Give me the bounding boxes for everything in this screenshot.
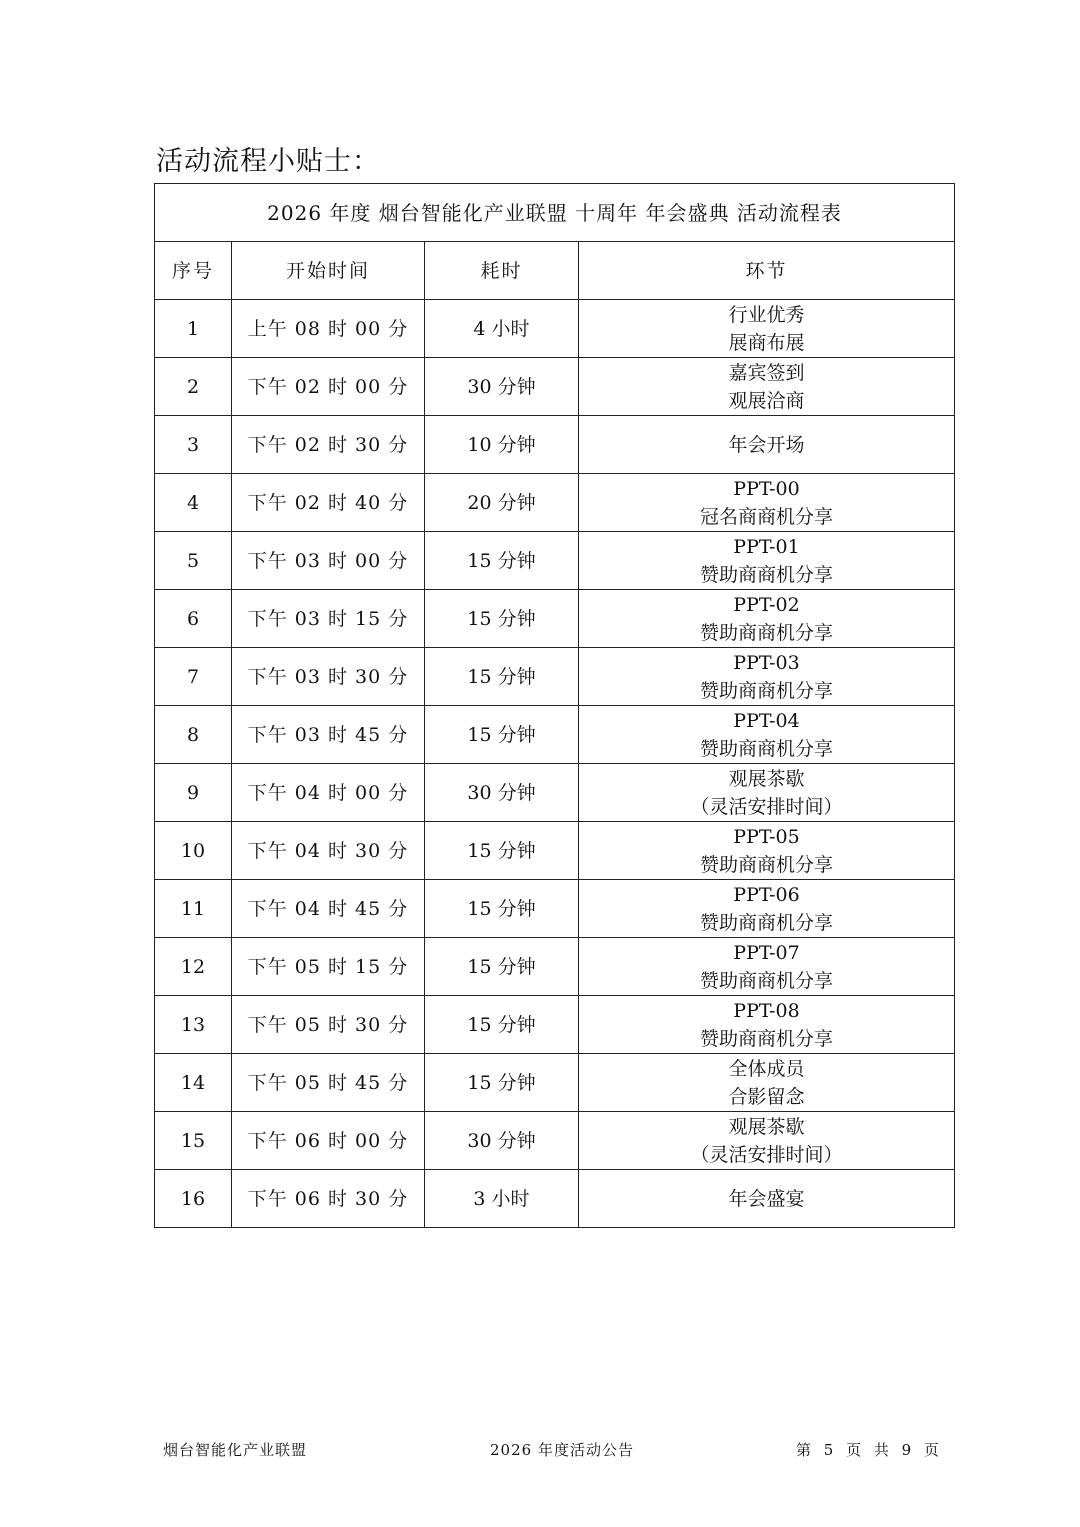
duration-cell: 20 分钟 bbox=[425, 474, 579, 532]
row-number-cell: 3 bbox=[155, 416, 232, 474]
start-time-cell: 下午 03 时 30 分 bbox=[232, 648, 425, 706]
row-number-cell: 8 bbox=[155, 706, 232, 764]
duration-cell: 15 分钟 bbox=[425, 706, 579, 764]
table-row bbox=[155, 880, 955, 938]
duration-cell: 30 分钟 bbox=[425, 1112, 579, 1170]
row-number-cell: 11 bbox=[155, 880, 232, 938]
table-row bbox=[155, 300, 955, 358]
segment-cell bbox=[579, 648, 955, 706]
row-number-cell: 7 bbox=[155, 648, 232, 706]
duration-cell: 15 分钟 bbox=[425, 938, 579, 996]
table-row bbox=[155, 474, 955, 532]
segment-line: 赞助商商机分享 bbox=[699, 1027, 833, 1050]
column-header-start-time: 开始时间 bbox=[232, 242, 425, 300]
segment-cell bbox=[579, 996, 955, 1054]
row-number-cell: 14 bbox=[155, 1054, 232, 1112]
duration-cell: 3 小时 bbox=[425, 1170, 579, 1228]
start-time-cell: 下午 03 时 45 分 bbox=[232, 706, 425, 764]
column-header-duration: 耗时 bbox=[425, 242, 579, 300]
table-title: 2026 年度 烟台智能化产业联盟 十周年 年会盛典 活动流程表 bbox=[155, 184, 955, 242]
row-number-cell: 10 bbox=[155, 822, 232, 880]
duration-cell: 30 分钟 bbox=[425, 764, 579, 822]
start-time-cell: 上午 08 时 00 分 bbox=[232, 300, 425, 358]
row-number-cell: 1 bbox=[155, 300, 232, 358]
table-title-row bbox=[155, 184, 955, 242]
duration-cell: 15 分钟 bbox=[425, 532, 579, 590]
table-row bbox=[155, 1054, 955, 1112]
table-row bbox=[155, 822, 955, 880]
duration-cell: 15 分钟 bbox=[425, 880, 579, 938]
segment-cell bbox=[579, 474, 955, 532]
table-row bbox=[155, 706, 955, 764]
column-header-segment: 环节 bbox=[579, 242, 955, 300]
footer-document-title: 2026 年度活动公告 bbox=[490, 1441, 634, 1459]
segment-line: 赞助商商机分享 bbox=[699, 853, 833, 876]
segment-line: PPT-07 bbox=[733, 941, 800, 964]
start-time-cell: 下午 06 时 30 分 bbox=[232, 1170, 425, 1228]
row-number-cell: 9 bbox=[155, 764, 232, 822]
segment-cell bbox=[579, 938, 955, 996]
segment-line: 赞助商商机分享 bbox=[699, 911, 833, 934]
start-time-cell: 下午 04 时 30 分 bbox=[232, 822, 425, 880]
segment-line: 观展茶歇 bbox=[728, 767, 805, 790]
start-time-cell: 下午 02 时 00 分 bbox=[232, 358, 425, 416]
section-heading: 活动流程小贴士： bbox=[156, 146, 380, 177]
row-number-cell: 5 bbox=[155, 532, 232, 590]
duration-cell: 15 分钟 bbox=[425, 822, 579, 880]
segment-cell bbox=[579, 300, 955, 358]
table-row bbox=[155, 590, 955, 648]
row-number-cell: 2 bbox=[155, 358, 232, 416]
row-number-cell: 12 bbox=[155, 938, 232, 996]
segment-line: 年会开场 bbox=[728, 433, 805, 456]
segment-cell bbox=[579, 764, 955, 822]
segment-line: PPT-02 bbox=[733, 593, 800, 616]
footer-page-number: 第 5 页 共 9 页 bbox=[796, 1441, 940, 1459]
duration-cell: 15 分钟 bbox=[425, 996, 579, 1054]
row-number-cell: 16 bbox=[155, 1170, 232, 1228]
duration-cell: 10 分钟 bbox=[425, 416, 579, 474]
segment-cell bbox=[579, 822, 955, 880]
segment-cell bbox=[579, 1054, 955, 1112]
segment-line: 合影留念 bbox=[728, 1085, 805, 1108]
table-header-row bbox=[155, 242, 955, 300]
column-header-no: 序号 bbox=[155, 242, 232, 300]
row-number-cell: 4 bbox=[155, 474, 232, 532]
segment-cell bbox=[579, 880, 955, 938]
segment-line: 行业优秀 bbox=[728, 303, 805, 326]
segment-line: PPT-03 bbox=[733, 651, 800, 674]
table-row bbox=[155, 532, 955, 590]
start-time-cell: 下午 04 时 00 分 bbox=[232, 764, 425, 822]
segment-line: （灵活安排时间） bbox=[690, 1143, 843, 1166]
start-time-cell: 下午 05 时 30 分 bbox=[232, 996, 425, 1054]
row-number-cell: 13 bbox=[155, 996, 232, 1054]
segment-cell bbox=[579, 590, 955, 648]
duration-cell: 15 分钟 bbox=[425, 648, 579, 706]
segment-line: 赞助商商机分享 bbox=[699, 969, 833, 992]
segment-cell bbox=[579, 1112, 955, 1170]
duration-cell: 15 分钟 bbox=[425, 590, 579, 648]
table-row bbox=[155, 1170, 955, 1228]
table-row bbox=[155, 648, 955, 706]
segment-line: 赞助商商机分享 bbox=[699, 679, 833, 702]
segment-cell bbox=[579, 532, 955, 590]
start-time-cell: 下午 03 时 00 分 bbox=[232, 532, 425, 590]
segment-line: PPT-06 bbox=[733, 883, 800, 906]
start-time-cell: 下午 06 时 00 分 bbox=[232, 1112, 425, 1170]
start-time-cell: 下午 02 时 30 分 bbox=[232, 416, 425, 474]
segment-line: 赞助商商机分享 bbox=[699, 621, 833, 644]
footer-organization: 烟台智能化产业联盟 bbox=[163, 1441, 308, 1459]
table-row bbox=[155, 358, 955, 416]
start-time-cell: 下午 05 时 15 分 bbox=[232, 938, 425, 996]
segment-line: 赞助商商机分享 bbox=[699, 737, 833, 760]
table-row bbox=[155, 764, 955, 822]
segment-line: 赞助商商机分享 bbox=[699, 563, 833, 586]
table-row bbox=[155, 938, 955, 996]
start-time-cell: 下午 04 时 45 分 bbox=[232, 880, 425, 938]
segment-line: 观展洽商 bbox=[728, 389, 805, 412]
duration-cell: 15 分钟 bbox=[425, 1054, 579, 1112]
segment-line: PPT-04 bbox=[733, 709, 800, 732]
start-time-cell: 下午 03 时 15 分 bbox=[232, 590, 425, 648]
segment-cell bbox=[579, 416, 955, 474]
segment-line: 展商布展 bbox=[728, 331, 805, 354]
duration-cell: 4 小时 bbox=[425, 300, 579, 358]
segment-line: PPT-05 bbox=[733, 825, 800, 848]
start-time-cell: 下午 02 时 40 分 bbox=[232, 474, 425, 532]
segment-line: PPT-00 bbox=[733, 477, 800, 500]
segment-cell bbox=[579, 358, 955, 416]
segment-line: 年会盛宴 bbox=[728, 1187, 805, 1210]
table-row bbox=[155, 416, 955, 474]
table-row bbox=[155, 1112, 955, 1170]
segment-line: 观展茶歇 bbox=[728, 1115, 805, 1138]
row-number-cell: 6 bbox=[155, 590, 232, 648]
segment-line: 嘉宾签到 bbox=[728, 361, 805, 384]
segment-line: PPT-08 bbox=[733, 999, 800, 1022]
schedule-table bbox=[154, 183, 955, 1228]
segment-line: PPT-01 bbox=[733, 535, 800, 558]
segment-line: 全体成员 bbox=[728, 1057, 805, 1080]
row-number-cell: 15 bbox=[155, 1112, 232, 1170]
duration-cell: 30 分钟 bbox=[425, 358, 579, 416]
segment-cell bbox=[579, 706, 955, 764]
segment-line: （灵活安排时间） bbox=[690, 795, 843, 818]
segment-cell bbox=[579, 1170, 955, 1228]
table-row bbox=[155, 996, 955, 1054]
start-time-cell: 下午 05 时 45 分 bbox=[232, 1054, 425, 1112]
segment-line: 冠名商商机分享 bbox=[699, 505, 833, 528]
